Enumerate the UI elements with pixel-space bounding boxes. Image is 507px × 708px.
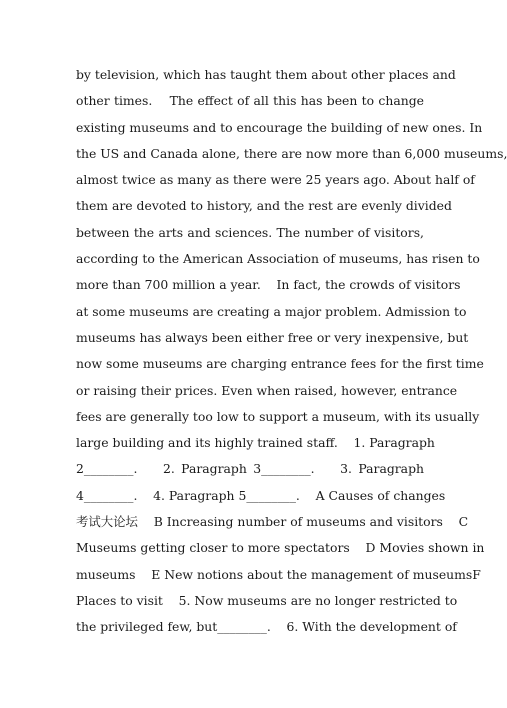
text-line: by television, which has taught them about other places and (76, 67, 456, 82)
text-line: at some museums are creating a major problem. Admission to (76, 303, 467, 319)
text-line: Places to visit 5. Now museums are no longer restricted to (76, 592, 458, 608)
text-line: between the arts and sciences. The number of visitors, (76, 224, 424, 240)
text-line: Museums getting closer to more spectators D Movies shown in (76, 540, 485, 556)
text-line: 考试大论坛 B Increasing number of museums and visitors C (76, 514, 469, 530)
text-line: other times. The effect of all this has been to change (76, 93, 424, 109)
text-line: museums has always been either free or very inexpensive, but (76, 329, 469, 345)
text-line: or raising their prices. Even when raised, however, entrance (76, 382, 458, 398)
text-line: them are devoted to history, and the rest are evenly divided (76, 198, 452, 214)
text-line: museums E New notions about the management of museumsF (76, 566, 481, 582)
text-line: according to the American Association of museums, has risen to (76, 251, 480, 267)
text-line: 2________. 2. Paragraph 3________. 3. Paragraph (76, 461, 424, 477)
text-line: existing museums and to encourage the building of new ones. In (76, 119, 483, 135)
text-line: the privileged few, but________. 6. With the development of (76, 619, 457, 635)
text-line: 4________. 4. Paragraph 5________. A Causes of changes (76, 487, 446, 503)
text-line: the US and Canada alone, there are now more than 6,000 museums, (76, 145, 507, 161)
text-line: more than 700 million a year. In fact, the crowds of visitors (76, 277, 461, 293)
passage-text (76, 62, 507, 641)
text-line: almost twice as many as there were 25 years ago. About half of (76, 172, 475, 188)
text-line: large building and its highly trained staff. 1. Paragraph (76, 435, 435, 451)
text-line: now some museums are charging entrance fees for the first time (76, 356, 484, 372)
text-line: fees are generally too low to support a museum, with its usually (76, 408, 480, 424)
